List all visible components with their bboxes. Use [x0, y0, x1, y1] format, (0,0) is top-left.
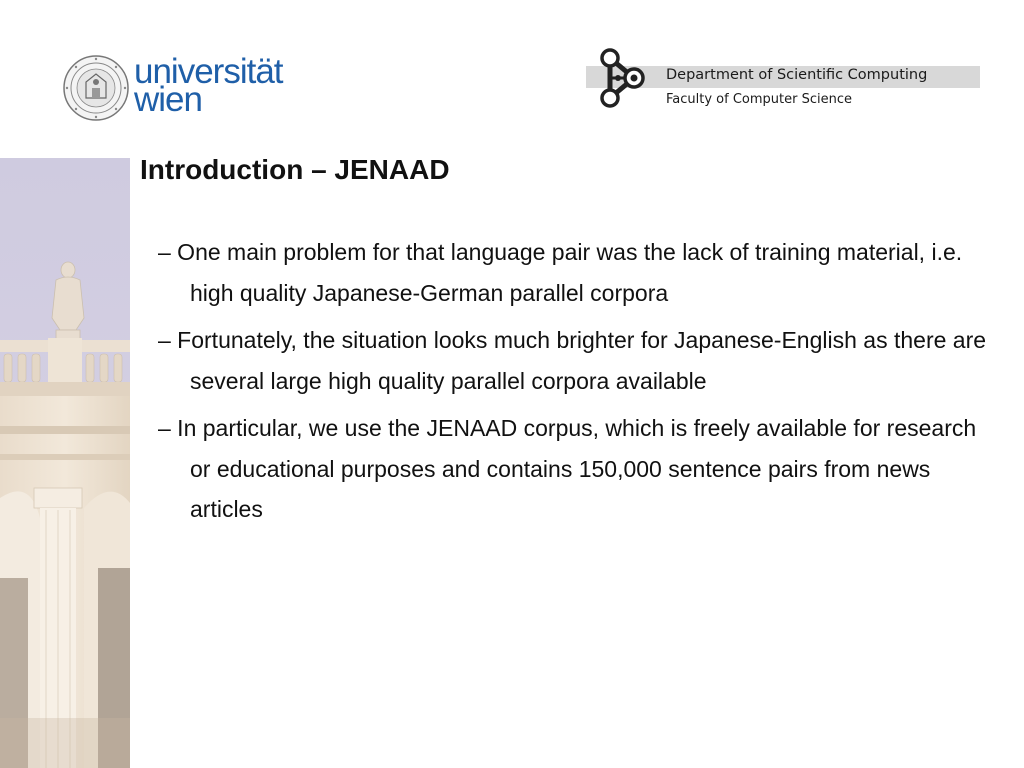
department-logo: [586, 46, 982, 110]
building-facade-photo: [0, 158, 130, 768]
faculty-name: Faculty of Computer Science: [666, 92, 852, 107]
university-wordmark: [134, 52, 283, 119]
university-seal-icon: [62, 54, 130, 122]
department-name: Department of Scientific Computing: [666, 67, 928, 83]
slide-title: Introduction – JENAAD: [140, 154, 450, 185]
wordmark-line-2: wien: [134, 80, 202, 119]
bullet-item: – Fortunately, the situation looks much brighter for Japanese-English as there are several large high quality parallel corpora available: [158, 327, 987, 394]
wordmark-line-1: universität: [134, 52, 283, 91]
building-facade-illustration: [0, 158, 130, 768]
network-node-icon: [598, 48, 654, 108]
bullet-item: – One main problem for that language pair was the lack of training material, i.e. high quality Japanese-German parallel corpora: [158, 239, 963, 306]
bullet-item: – In particular, we use the JENAAD corpus, which is freely available for research or educational purposes and contains 150,000 sentence pairs from news articles: [158, 415, 977, 522]
bullet-list: [158, 232, 988, 537]
university-logo: [62, 54, 302, 126]
